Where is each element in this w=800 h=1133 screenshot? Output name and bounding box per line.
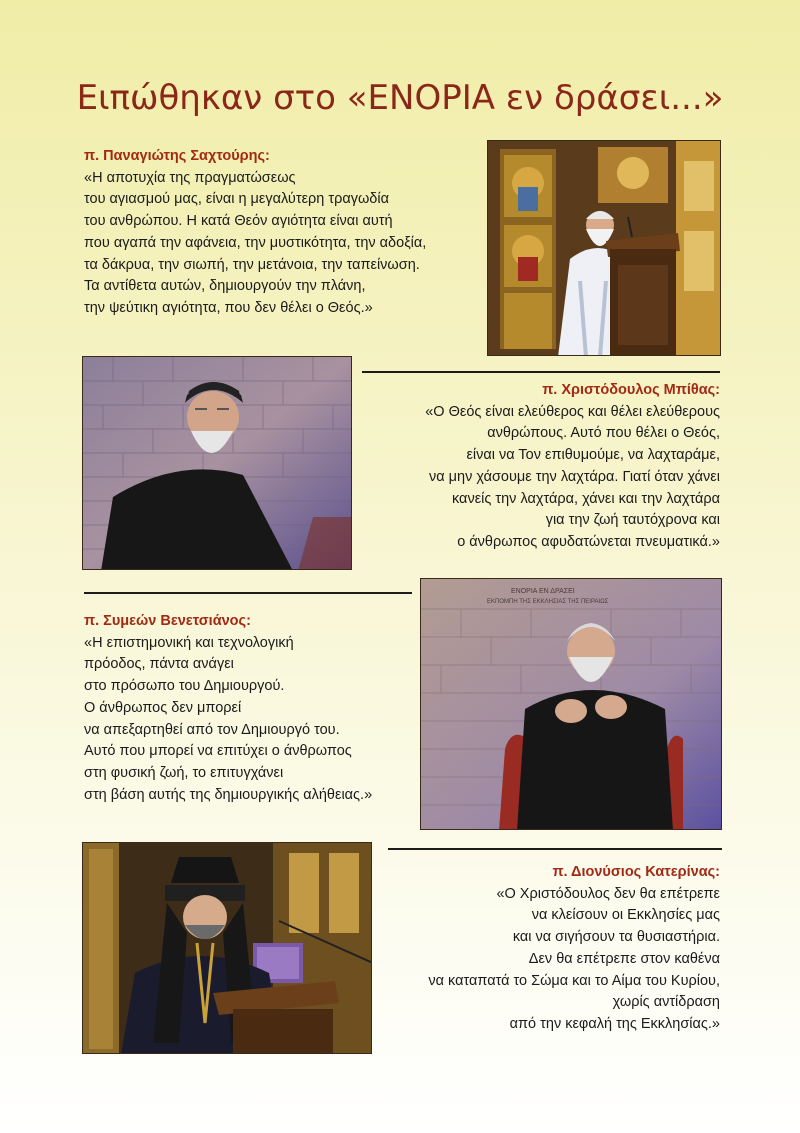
- quote-line: χωρίς αντίδραση: [612, 994, 720, 1011]
- quote-line: Τα αντίθετα αυτών, δημιουργούν την πλάνη,: [84, 278, 366, 295]
- quote-katerinas: [428, 862, 720, 1036]
- quote-line: είναι να Τον επιθυμούμε, να λαχταράμε,: [466, 447, 720, 464]
- quote-line: Αυτό που μπορεί να επιτύχει ο άνθρωπος: [84, 743, 352, 760]
- quote-line: από την κεφαλή της Εκκλησίας.»: [509, 1015, 720, 1032]
- quote-line: «Η επιστημονική και τεχνολογική: [84, 634, 294, 651]
- divider-line: [362, 371, 720, 373]
- speaker-name: π. Συμεών Βενετσιάνος:: [84, 613, 251, 629]
- quote-line: Δεν θα επέτρεπε στον καθένα: [528, 950, 720, 967]
- photo-bithas: [82, 356, 352, 570]
- quote-line: «Ο Χριστόδουλος δεν θα επέτρεπε: [496, 885, 720, 902]
- quote-line: να μην χάσουμε την λαχτάρα. Γιατί όταν χάνει: [429, 468, 720, 485]
- page-title: Ειπώθηκαν στο «ΕΝΟΡΙΑ εν δράσει...»: [76, 78, 724, 118]
- quote-line: στο πρόσωπο του Δημιουργού.: [84, 678, 285, 695]
- quote-line: πρόοδος, πάντα ανάγει: [84, 656, 234, 673]
- quote-line: κανείς την λαχτάρα, χάνει και την λαχτάρα: [451, 490, 720, 507]
- quote-line: ανθρώπους. Αυτό που θέλει ο Θεός,: [487, 425, 720, 442]
- quote-line: «Ο Θεός είναι ελεύθερος και θέλει ελεύθερους: [425, 403, 720, 420]
- quote-venetsianos: [84, 611, 372, 806]
- quote-line: και να σιγήσουν τα θυσιαστήρια.: [512, 929, 720, 946]
- divider-line: [388, 848, 722, 850]
- quote-sachtouris: [84, 146, 426, 320]
- quote-line: στη βάση αυτής της δημιουργικής αλήθειας.»: [84, 786, 373, 803]
- speaker-name: π. Παναγιώτης Σαχτούρης:: [84, 148, 270, 164]
- quote-line: του ανθρώπου. Η κατά Θεόν αγιότητα είναι αυτή: [84, 213, 393, 230]
- quote-line: Ο άνθρωπος δεν μπορεί: [84, 699, 242, 716]
- quote-line: ο άνθρωπος αφυδατώνεται πνευματικά.»: [457, 533, 720, 550]
- sign-text: ΕΚΠΟΜΠΗ ΤΗΣ ΕΚΚΛΗΣΙΑΣ ΤΗΣ ΠΕΙΡΑΙΩΣ: [487, 599, 609, 605]
- quote-line: να κλείσουν οι Εκκλησίες μας: [531, 907, 720, 924]
- photo-venetsianos: [420, 578, 722, 830]
- divider-line: [84, 592, 412, 594]
- quote-bithas: [425, 380, 720, 554]
- sign-text: ΕΝΟΡΙΑ ΕΝ ΔΡΑΣΕΙ: [511, 588, 575, 595]
- photo-sachtouris: [487, 140, 721, 356]
- speaker-name: π. Χριστόδουλος Μπίθας:: [542, 382, 720, 398]
- speaker-name: π. Διονύσιος Κατερίνας:: [552, 864, 720, 880]
- quote-line: για την ζωή ταυτόχρονα και: [545, 512, 720, 529]
- quote-line: που αγαπά την αφάνεια, την μυστικότητα, την αδοξία,: [84, 234, 427, 251]
- quote-line: στη φυσική ζωή, το επιτυγχάνει: [84, 764, 284, 781]
- quote-line: του αγιασμού μας, είναι η μεγαλύτερη τραγωδία: [84, 191, 389, 208]
- quote-line: να απεξαρτηθεί από τον Δημιουργό του.: [84, 721, 340, 738]
- photo-katerinas: [82, 842, 372, 1054]
- quote-line: «Η αποτυχία της πραγματώσεως: [84, 169, 296, 186]
- quote-line: τα δάκρυα, την σιωπή, την μετάνοια, την ταπείνωση.: [84, 256, 420, 273]
- quote-line: να καταπατά το Σώμα και το Αίμα του Κυρίου,: [428, 972, 720, 989]
- quote-line: την ψεύτικη αγιότητα, που δεν θέλει ο Θεός.»: [84, 299, 373, 316]
